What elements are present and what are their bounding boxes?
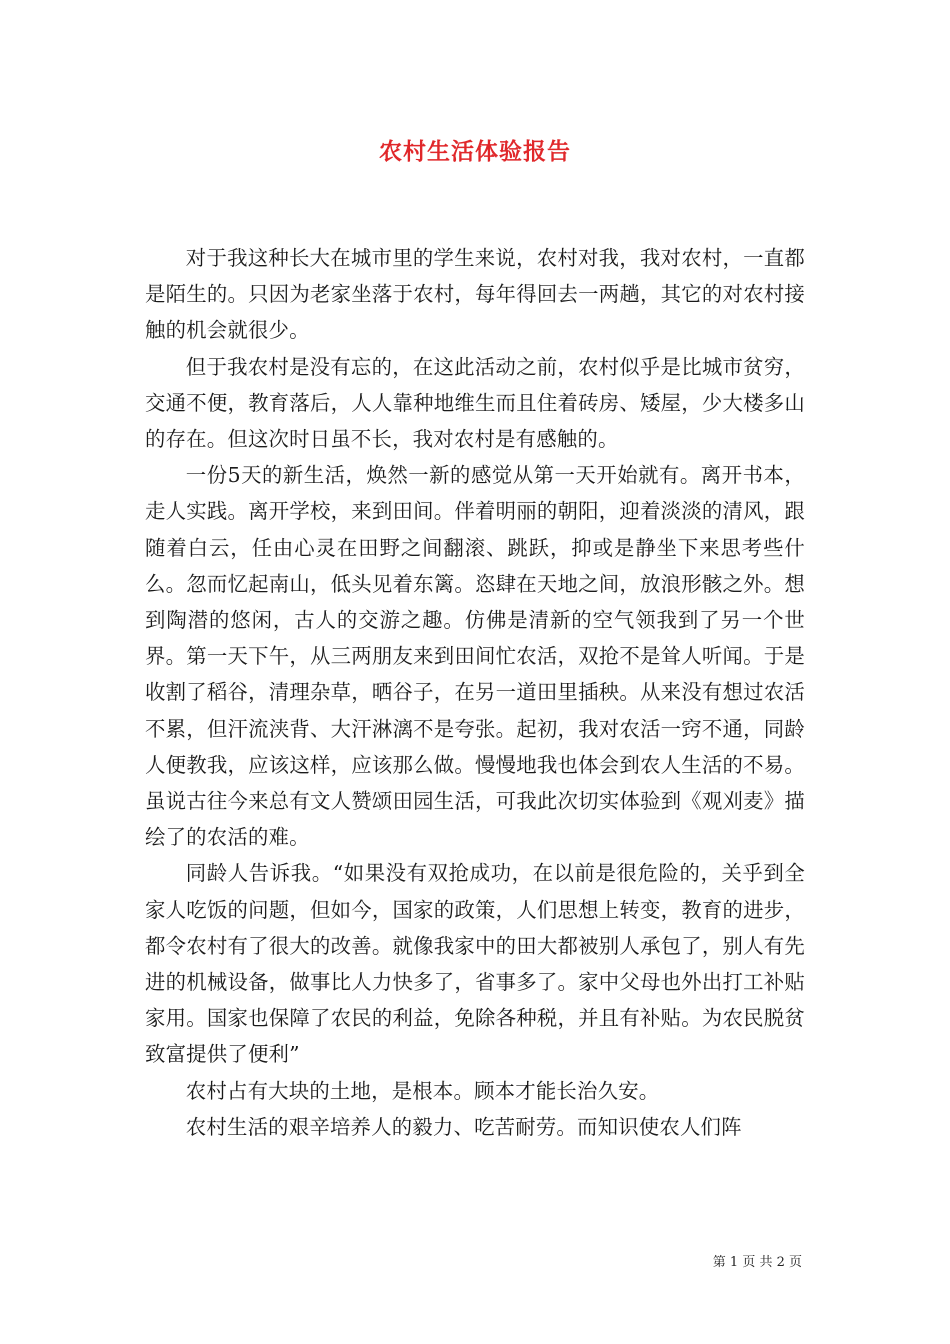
paragraph: 农村占有大块的土地，是根本。顾本才能长治久安。 — [185, 1078, 660, 1103]
paragraph: 但于我农村是没有忘的，在这此活动之前，农村似乎是比城市贫穷，交通不便，教育落后，人人靠种地维生而且住着砖房、矮屋，少大楼多山的存在。但这次时日虽不长，我对农村是有感触的。 — [145, 354, 805, 452]
paragraph: 对于我这种长大在城市里的学生来说，农村对我，我对农村，一直都是陌生的。只因为老家坐落于农村，每年得回去一两趟，其它的对农村接触的机会就很少。 — [145, 246, 805, 343]
page-number-footer: 第 1 页 共 2 页 — [712, 1255, 802, 1270]
document-body — [145, 240, 805, 1145]
paragraph: 同龄人告诉我。“如果没有双抢成功，在以前是很危险的，关乎到全家人吃饭的问题，但如今，国家的政策，人们思想上转变，教育的进步，都令农村有了很大的改善。就像我家中的田大都被别人承包了，别人有先进的机械设备，做事比人力快多了，省事多了。家中父母也外出打工补贴家用。国家也保障了农民的利益，免除各种税，并且有补贴。为农民脱贫致富提供了便利” — [145, 861, 805, 1067]
paragraph: 一份5天的新生活，焕然一新的感觉从第一天开始就有。离开书本，走人实践。离开学校，来到田间。伴着明丽的朝阳，迎着淡淡的清风，跟随着白云，任由心灵在田野之间翻滚、跳跃，抑或是静坐下来思考些什么。忽而忆起南山，低头见着东篱。恣肆在天地之间，放浪形骸之外。想到陶潜的悠闲，古人的交游之趣。仿佛是清新的空气领我到了另一个世界。第一天下午，从三两朋友来到田间忙农活，双抢不是耸人听闻。于是收割了稻谷，清理杂草，晒谷子，在另一道田里插秧。从来没有想过农活不累，但汗流浃背、大汗淋漓不是夸张。起初，我对农活一窍不通，同龄人便教我，应该这样，应该那么做。慢慢地我也体会到农人生活的不易。虽说古往今来总有文人赞颂田园生活，可我此次切实体验到《观刈麦》描绘了的农活的难。 — [145, 463, 805, 850]
paragraph: 农村生活的艰辛培养人的毅力、吃苦耐劳。而知识使农人们阵 — [185, 1114, 742, 1139]
document-title: 农村生活体验报告 — [379, 138, 571, 165]
